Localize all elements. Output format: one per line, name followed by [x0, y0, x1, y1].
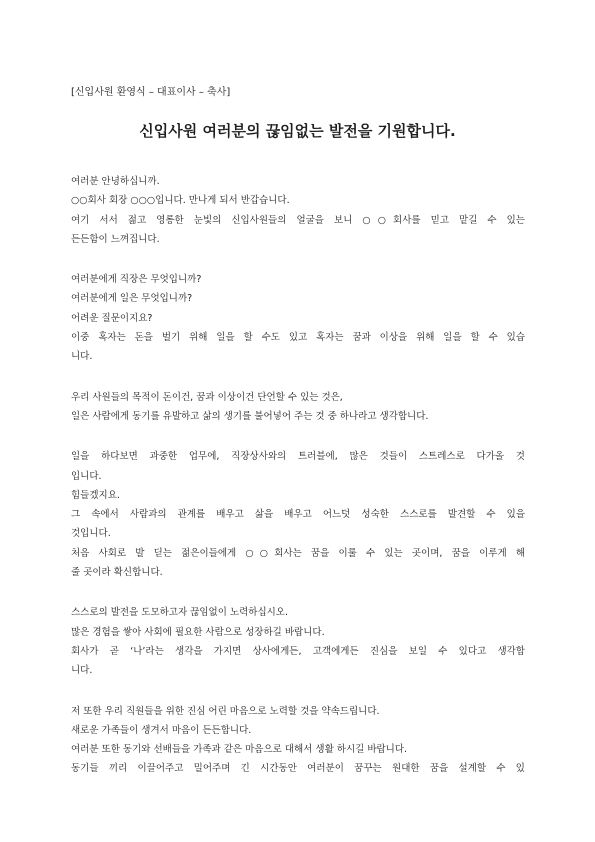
paragraph-line: 것입니다. — [71, 528, 111, 540]
paragraph — [71, 702, 525, 779]
paragraph-line: 여러분에게 일은 무엇입니까? — [71, 293, 193, 305]
paragraph-line: 일을 하다보면 과중한 업무에, 직장상사와의 트러블에, 많은 것들이 스트레스로 다가올 것 — [71, 451, 525, 463]
paragraph-line: 어려운 질문이지요? — [71, 312, 153, 324]
paragraph — [71, 172, 525, 249]
paragraph-line: 여러분에게 직장은 무엇입니까? — [71, 274, 202, 286]
paragraph — [71, 270, 525, 366]
paragraph-line: 동기들 끼리 이끌어주고 밀어주며 긴 시간동안 여러분이 꿈꾸는 원대한 꿈을 설계할 수 있 — [71, 763, 525, 775]
paragraph-line: 힘들겠지요. — [71, 489, 120, 501]
document-title: 신입사원 여러분의 끊임없는 발전을 기원합니다. — [139, 122, 456, 140]
paragraph-line: 입니다. — [71, 470, 102, 482]
document-header-tag: [신입사원 환영식 – 대표이사 – 축사] — [71, 87, 231, 98]
paragraph-line: 새로운 가족들이 생겨서 마음이 든든합니다. — [71, 724, 252, 736]
paragraph-line: 그 속에서 사람과의 관계를 배우고 삶을 배우고 어느덧 성숙한 스스로를 발견할 수 있을 — [71, 509, 525, 521]
paragraph — [71, 388, 525, 427]
paragraph-line: ○○회사 회장 ○○○입니다. 만나게 되서 반갑습니다. — [71, 195, 290, 207]
paragraph-line: 우리 사원들의 목적이 돈이건, 꿈과 이상이건 단언할 수 있는 것은, — [71, 391, 343, 403]
paragraph-line: 스스로의 발전을 도모하고자 끊임없이 노력하십시오. — [71, 607, 288, 619]
paragraph-line: 줄 곳이라 확신합니다. — [71, 567, 163, 579]
paragraph-line: 회사가 곧 ‘나’라는 생각을 가지면 상사에게든, 고객에게든 진심을 보일 수 있다고 생각합 — [71, 645, 525, 657]
paragraph-line: 여기 서서 젊고 영롱한 눈빛의 신입사원들의 얼굴을 보니 ○○회사를 믿고 맡길 수 있는 — [71, 214, 525, 226]
paragraph-line: 여러분 또한 동기와 선배들을 가족과 같은 마음으로 대해서 생활 하시길 바랍니다. — [71, 744, 408, 756]
paragraph — [71, 603, 525, 680]
document-body — [71, 172, 525, 800]
paragraph-line: 여러분 안녕하십니까. — [71, 176, 160, 187]
paragraph-line: 니다. — [71, 665, 93, 677]
paragraph-line: 처음 사회로 발 딛는 젊은이들에게 ○○회사는 꿈을 이룰 수 있는 곳이며, 꿈을 이루게 해 — [71, 547, 525, 559]
paragraph-line: 저 또한 우리 직원들을 위한 진심 어린 마음으로 노력할 것을 약속드립니다. — [71, 705, 380, 717]
paragraph-line: 일은 사람에게 동기를 유발하고 삶의 생기를 불어넣어 주는 것 중 하나라고 생각합니다. — [71, 410, 429, 422]
paragraph-line: 이중 혹자는 돈을 벌기 위해 일을 할 수도 있고 혹자는 꿈과 이상을 위해 일을 할 수 있습 — [71, 332, 525, 344]
paragraph-line: 든든함이 느껴집니다. — [71, 233, 160, 245]
paragraph — [71, 447, 525, 582]
paragraph-line: 니다. — [71, 351, 93, 363]
paragraph-line: 많은 경험을 쌓아 사회에 필요한 사람으로 성장하길 바랍니다. — [71, 626, 325, 638]
